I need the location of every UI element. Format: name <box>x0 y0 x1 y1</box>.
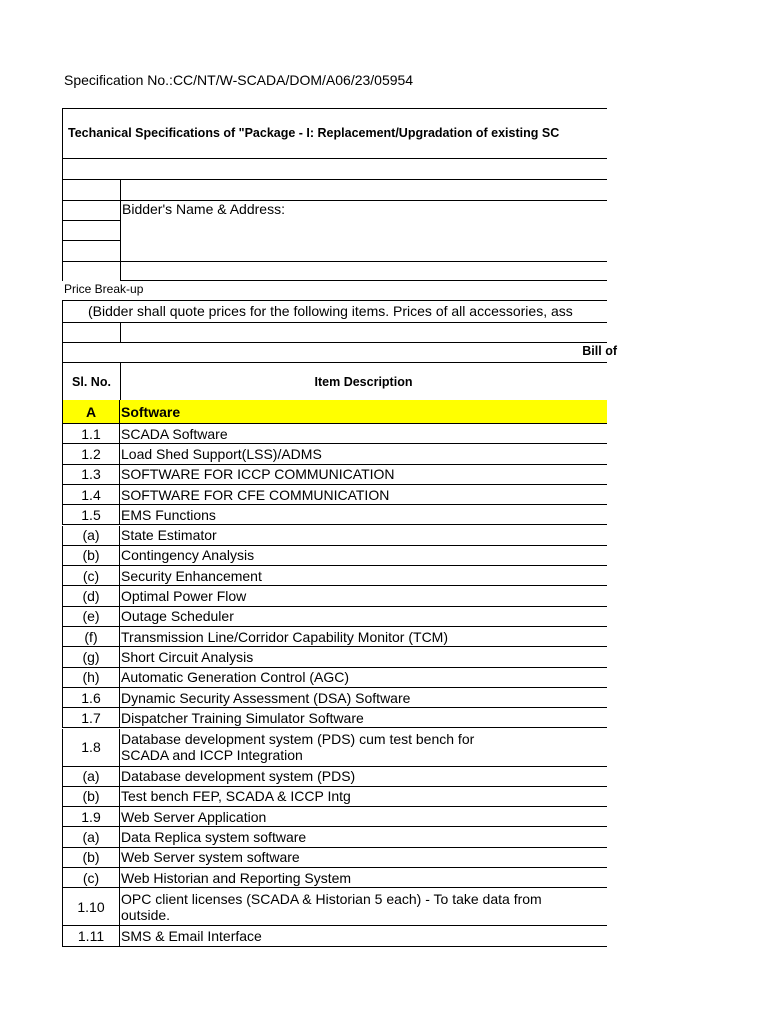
blank-cell <box>62 322 121 342</box>
spreadsheet <box>62 108 617 950</box>
table-row <box>62 586 607 606</box>
item-description-cell: Automatic Generation Control (AGC) <box>121 669 349 686</box>
item-description-cell: Optimal Power Flow <box>121 588 247 605</box>
item-description-cell: Web Historian and Reporting System <box>121 869 352 886</box>
table-row <box>62 888 607 926</box>
item-description-cell: SOFTWARE FOR CFE COMMUNICATION <box>121 486 390 503</box>
table-row <box>62 424 607 444</box>
sl-no-cell: (b) <box>62 787 120 806</box>
item-description-cell: Short Circuit Analysis <box>121 648 254 665</box>
item-description-cell: OPC client licenses (SCADA & Historian 5 each) - To take data from outside. <box>121 890 542 923</box>
blank-row <box>62 158 607 179</box>
item-description-cell: Security Enhancement <box>121 567 262 584</box>
item-description-cell: Test bench FEP, SCADA & ICCP Intg <box>121 788 351 805</box>
item-description-cell: Transmission Line/Corridor Capability Monitor (TCM) <box>121 628 449 645</box>
item-description-cell: Web Server system software <box>121 849 300 866</box>
table-row <box>62 807 607 827</box>
sl-no-cell: (a) <box>62 767 120 786</box>
table-row <box>62 526 607 546</box>
blank-cell <box>120 322 607 342</box>
sl-no-cell: (g) <box>62 647 120 666</box>
sl-no-cell: 1.4 <box>62 485 120 504</box>
blank-cell <box>62 200 121 220</box>
item-description-cell: SMS & Email Interface <box>121 927 262 944</box>
table-row <box>62 688 607 708</box>
blank-cell <box>62 179 121 200</box>
blank-cell <box>120 179 607 200</box>
table-row <box>62 505 607 525</box>
table-row <box>62 868 607 888</box>
sl-no-cell: (b) <box>62 848 120 867</box>
item-description-cell: Web Server Application <box>121 808 267 825</box>
price-breakup-label: Price Break-up <box>64 282 144 296</box>
sl-no-cell: 1.1 <box>62 424 120 443</box>
table-row <box>62 787 607 807</box>
item-description-cell: Database development system (PDS) <box>121 768 356 785</box>
sl-no-cell: (c) <box>62 868 120 887</box>
sl-no-cell: 1.11 <box>62 926 120 945</box>
table-row <box>62 926 607 946</box>
sl-no-cell: 1.10 <box>62 888 120 925</box>
table-row <box>62 607 607 627</box>
item-description-cell: Dynamic Security Assessment (DSA) Software <box>121 689 411 706</box>
table-row <box>62 465 607 485</box>
item-description-cell: Database development system (PDS) cum test bench for SCADA and ICCP Integration <box>121 731 475 763</box>
specification-number: Specification No.:CC/NT/W-SCADA/DOM/A06/23/05954 <box>64 72 414 88</box>
sl-no-cell: (f) <box>62 627 120 646</box>
document-title: Techanical Specifications of "Package - I: Replacement/Upgradation of existing SC <box>68 126 560 140</box>
blank-cell <box>62 240 121 261</box>
table-row <box>62 546 607 566</box>
instruction-text: (Bidder shall quote prices for the following items. Prices of all accessories, ass <box>88 303 573 319</box>
sl-no-cell: (e) <box>62 607 120 626</box>
item-description-cell: SOFTWARE FOR ICCP COMMUNICATION <box>121 466 395 483</box>
bidder-name-label: Bidder's Name & Address: <box>122 201 285 217</box>
sl-no-cell: (a) <box>62 526 120 545</box>
sl-no-cell: 1.5 <box>62 505 120 524</box>
table-row <box>62 668 607 688</box>
sl-no-cell: (a) <box>62 827 120 846</box>
sl-no-cell: (b) <box>62 546 120 565</box>
section-row <box>62 400 607 424</box>
sl-no-cell: 1.6 <box>62 688 120 707</box>
item-description-cell: State Estimator <box>121 527 217 544</box>
table-row <box>62 647 607 667</box>
sl-no-cell: 1.2 <box>62 444 120 463</box>
blank-cell <box>62 261 121 281</box>
item-description-cell: EMS Functions <box>121 506 216 523</box>
sl-no-cell: 1.3 <box>62 465 120 484</box>
table-row <box>62 566 607 586</box>
blank-cell <box>62 220 121 240</box>
header-sl-no: Sl. No. <box>62 362 121 401</box>
item-description-cell: Contingency Analysis <box>121 547 255 564</box>
sl-no-cell: (d) <box>62 586 120 605</box>
sl-no-cell: (c) <box>62 566 120 585</box>
sl-no-cell: A <box>62 400 120 423</box>
table-row <box>62 848 607 868</box>
table-row <box>62 444 607 464</box>
item-description-cell: Software <box>121 403 181 420</box>
item-description-cell: SCADA Software <box>121 425 228 442</box>
table-row <box>62 708 607 728</box>
item-description-cell: Outage Scheduler <box>121 608 234 625</box>
table-row <box>62 827 607 847</box>
sl-no-cell: 1.8 <box>62 729 120 766</box>
sl-no-cell: 1.9 <box>62 807 120 826</box>
item-description-cell: Load Shed Support(LSS)/ADMS <box>121 445 322 462</box>
header-item-description: Item Description <box>120 362 607 401</box>
table-row <box>62 627 607 647</box>
blank-cell <box>120 261 607 281</box>
sl-no-cell: (h) <box>62 668 120 687</box>
sl-no-cell: 1.7 <box>62 708 120 727</box>
item-description-cell: Dispatcher Training Simulator Software <box>121 709 364 726</box>
table-row <box>62 767 607 787</box>
bill-of-row <box>62 342 607 362</box>
table-row <box>62 729 607 767</box>
bill-of-heading: Bill of <box>582 344 617 358</box>
table-row <box>62 485 607 505</box>
item-description-cell: Data Replica system software <box>121 829 307 846</box>
